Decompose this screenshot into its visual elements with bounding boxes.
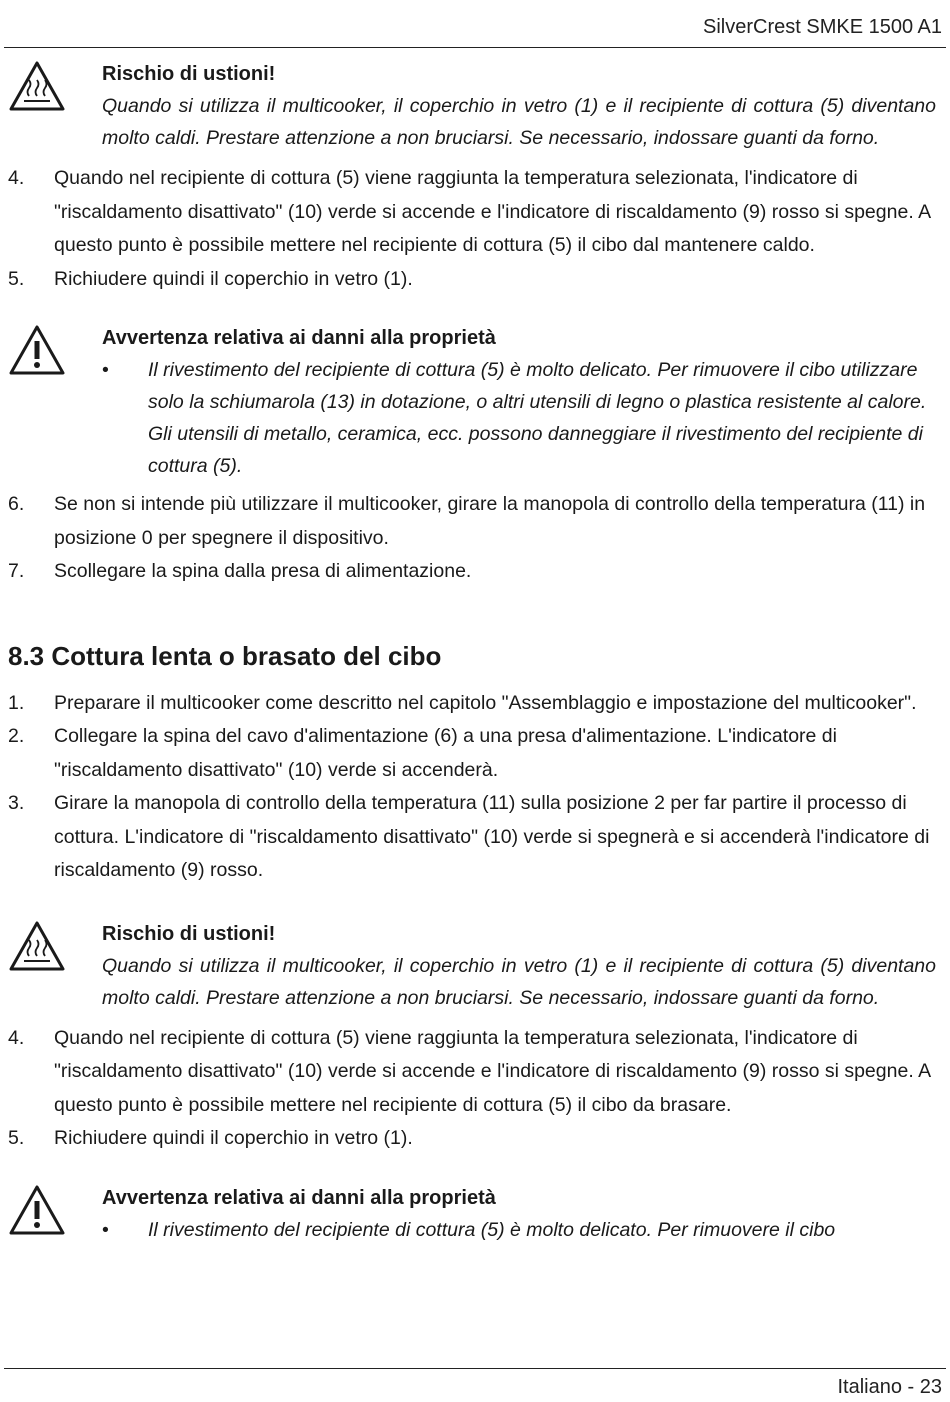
steps-list	[0, 687, 950, 888]
hot-surface-warning-icon	[8, 60, 66, 112]
step-text: Collegare la spina del cavo d'alimentazione (6) a una presa d'alimentazione. L'indicatore di "riscaldamento disattivato" (10) verde si accenderà.	[54, 725, 837, 781]
step-text: Girare la manopola di controllo della temperatura (11) sulla posizione 2 per far partire il processo di cottura. L'indicatore di "riscaldamento disattivato" (10) verde si spegnerà e si accenderà l'indicatore di riscaldamento (9) rosso.	[54, 792, 930, 881]
notice-title: Avvertenza relativa ai danni alla proprietà	[102, 1186, 496, 1209]
step-text: Quando nel recipiente di cottura (5) viene raggiunta la temperatura selezionata, l'indicatore di "riscaldamento disattivato" (10) verde si accende e l'indicatore di riscaldamento (9) rosso si spegne. A questo punto è possibile mettere nel recipiente di cottura (5) il cibo dal mantenere caldo.	[54, 167, 931, 256]
property-damage-notice	[0, 1182, 950, 1246]
step-number: 4.	[8, 1026, 25, 1049]
section-heading: 8.3 Cottura lenta o brasato del cibo	[8, 640, 442, 671]
notice-text: Il rivestimento del recipiente di cottura (5) è molto delicato. Per rimuovere il cibo utilizzare solo la schiumarola (13) in dotazione, o altri utensili di legno o plastica resistente al calore. Gli utensili di metallo, ceramica, ecc. possono danneggiare il rivestimento del recipiente di cottura (5).	[148, 359, 927, 477]
step-number: 4.	[8, 167, 25, 189]
notice-text: Quando si utilizza il multicooker, il coperchio in vetro (1) e il recipiente di cottura (5) diventano molto caldi. Prestare attenzione a non bruciarsi. Se necessario, indossare guanti da forno.	[102, 95, 936, 149]
header-divider	[4, 47, 946, 48]
footer-divider	[4, 1368, 946, 1369]
list-item	[0, 787, 950, 888]
notice-text: Quando si utilizza il multicooker, il coperchio in vetro (1) e il recipiente di cottura (5) diventano molto caldi. Prestare attenzione a non bruciarsi. Se necessario, indossare guanti da forno.	[102, 954, 936, 1009]
bullet-icon: •	[102, 359, 109, 381]
step-text: Se non si intende più utilizzare il multicooker, girare la manopola di controllo della temperatura (11) in posizione 0 per spegnere il dispositivo.	[54, 493, 926, 549]
step-text: Quando nel recipiente di cottura (5) viene raggiunta la temperatura selezionata, l'indicatore di "riscaldamento disattivato" (10) verde si accende e l'indicatore di riscaldamento (9) rosso si spegne. A questo punto è possibile mettere nel recipiente di cottura (5) il cibo da brasare.	[54, 1026, 931, 1116]
page-number: Italiano - 23	[837, 1376, 942, 1398]
warning-triangle-icon	[8, 324, 66, 376]
list-item	[0, 1022, 950, 1123]
page-content	[0, 58, 950, 1246]
burn-risk-notice	[0, 58, 950, 154]
step-number: 3.	[8, 792, 25, 814]
list-item	[0, 720, 950, 787]
notice-bullet-list	[102, 1214, 936, 1246]
steps-list	[0, 1022, 950, 1156]
list-item	[0, 687, 950, 721]
page-header-title: SilverCrest SMKE 1500 A1	[703, 16, 942, 38]
notice-title: Rischio di ustioni!	[102, 922, 276, 945]
list-item	[0, 263, 950, 297]
step-number: 5.	[8, 267, 25, 290]
steps-list	[0, 162, 950, 296]
bullet-icon: •	[102, 1218, 109, 1241]
notice-title: Avvertenza relativa ai danni alla proprietà	[102, 327, 496, 349]
step-number: 6.	[8, 493, 25, 515]
step-number: 1.	[8, 691, 25, 714]
warning-triangle-icon	[8, 1184, 66, 1236]
step-text: Scollegare la spina dalla presa di alimentazione.	[54, 560, 472, 582]
hot-surface-warning-icon	[8, 920, 66, 972]
burn-risk-notice	[0, 918, 950, 1014]
list-item	[0, 162, 950, 263]
step-text: Richiudere quindi il coperchio in vetro (1).	[54, 267, 413, 290]
list-item	[0, 555, 950, 589]
list-item	[102, 1214, 936, 1246]
property-damage-notice	[0, 322, 950, 482]
list-item	[0, 488, 950, 555]
step-text: Richiudere quindi il coperchio in vetro (1).	[54, 1127, 413, 1149]
step-number: 2.	[8, 725, 25, 747]
list-item	[102, 354, 936, 482]
notice-text: Il rivestimento del recipiente di cottura (5) è molto delicato. Per rimuovere il cibo	[148, 1218, 836, 1241]
steps-list	[0, 488, 950, 589]
notice-title: Rischio di ustioni!	[102, 63, 276, 85]
notice-bullet-list	[102, 354, 936, 482]
step-number: 7.	[8, 560, 25, 582]
list-item	[0, 1122, 950, 1156]
step-number: 5.	[8, 1127, 25, 1149]
step-text: Preparare il multicooker come descritto nel capitolo "Assemblaggio e impostazione del multicooker".	[54, 691, 917, 714]
